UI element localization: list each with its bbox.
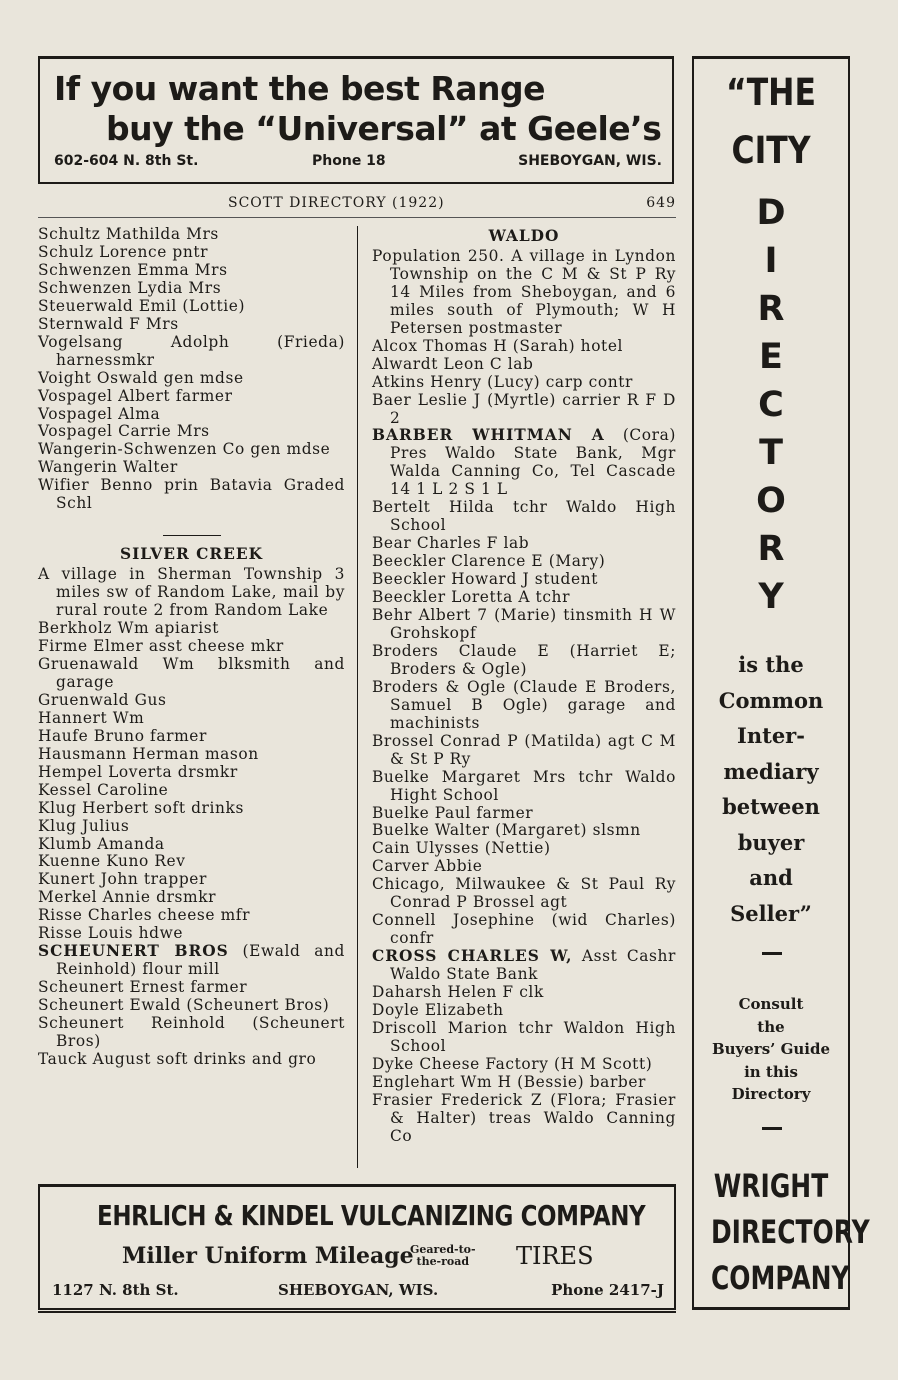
side-letter: R <box>757 529 785 569</box>
directory-entry: Klumb Amanda <box>38 834 165 853</box>
ad-city: SHEBOYGAN, WIS. <box>518 153 662 169</box>
directory-entry: Firme Elmer asst cheese mkr <box>38 637 284 656</box>
directory-entry: Berkholz Wm apiarist <box>38 619 219 638</box>
directory-entry: Beeckler Howard J student <box>372 570 599 589</box>
section-description: A village in Sherman Township 3 miles sw of Random Lake, mail by rural route 2 from Random Lake <box>38 565 345 620</box>
side-letter: E <box>759 337 783 377</box>
side-letter: C <box>758 385 784 425</box>
ad-city: SHEBOYGAN, WIS. <box>278 1281 439 1299</box>
directory-entry: Kunert John trapper <box>38 870 207 889</box>
side-dash <box>762 1127 782 1130</box>
directory-entry: Atkins Henry (Lucy) carp contr <box>372 372 633 391</box>
directory-entry: Englehart Wm H (Bessie) barber <box>372 1072 647 1091</box>
ad-company-name: EHRLICH & KINDEL VULCANIZING COMPANY <box>97 1199 646 1232</box>
directory-entry: Bear Charles F lab <box>372 534 530 553</box>
entry-list <box>38 979 345 1069</box>
directory-entry: Bertelt Hilda tchr Waldo High School <box>372 498 676 535</box>
directory-entry: Daharsh Helen F clk <box>372 983 544 1002</box>
directory-entry: Wangerin Walter <box>38 458 178 477</box>
directory-entry <box>372 948 676 984</box>
directory-entry: Doyle Elizabeth <box>372 1000 504 1019</box>
directory-title: SCOTT DIRECTORY (1922) <box>228 195 445 211</box>
directory-entry: Wangerin-Schwenzen Co gen mdse <box>38 440 331 459</box>
side-city: CITY <box>731 129 811 172</box>
directory-entry: Brossel Conrad P (Matilda) agt C M & St P Ry <box>372 731 676 768</box>
directory-entry: Gruenwald Gus <box>38 690 167 709</box>
directory-entry <box>38 943 345 979</box>
side-tagline-line: between <box>722 794 820 819</box>
directory-entry: Broders Claude E (Harriet E; Broders & Ogle) <box>372 641 676 678</box>
side-consult-line: Consult <box>738 995 804 1013</box>
side-tagline-line: and <box>749 865 793 890</box>
directory-entry: Driscoll Marion tchr Waldon High School <box>372 1018 676 1055</box>
side-tagline-line: mediary <box>723 758 819 784</box>
side-consult-line: Directory <box>731 1085 811 1103</box>
directory-entry: Steuerwald Emil (Lottie) <box>38 296 246 315</box>
entry-detail: (Ewald and Reinhold) flour mill <box>56 942 345 979</box>
side-wright-line: DIRECTORY <box>710 1213 870 1251</box>
directory-entry: Schwenzen Lydia Mrs <box>38 278 222 297</box>
directory-entry: Hausmann Herman mason <box>38 744 259 763</box>
entry-lead: BARBER WHITMAN A <box>372 426 605 445</box>
entry-lead: SCHEUNERT BROS <box>38 942 229 961</box>
side-the: “THE <box>726 71 816 114</box>
directory-entry: Vospagel Carrie Mrs <box>38 422 210 441</box>
directory-entry: Hannert Wm <box>38 708 145 727</box>
directory-entry: Alwardt Leon C lab <box>372 354 534 373</box>
side-tagline-line: buyer <box>737 829 805 855</box>
side-tagline-line: Seller” <box>730 900 812 926</box>
side-wright-company <box>710 1163 870 1301</box>
ad-geared-line2: the-road <box>416 1255 470 1268</box>
directory-entry: Alcox Thomas H (Sarah) hotel <box>372 336 624 355</box>
directory-entry: Dyke Cheese Factory (H M Scott) <box>372 1054 653 1073</box>
side-dash <box>762 952 782 955</box>
directory-entry: Chicago, Milwaukee & St Paul Ry Conrad P Brossel agt <box>372 875 676 912</box>
side-consult <box>694 993 848 1106</box>
directory-entry: Merkel Annie drsmkr <box>38 888 217 907</box>
directory-entry: Behr Albert 7 (Marie) tinsmith H W Grohskopf <box>372 606 676 642</box>
column-divider <box>357 226 358 1168</box>
directory-entry: Frasier Frederick Z (Flora; Frasier & Halter) treas Waldo Canning Co <box>372 1090 676 1145</box>
section-description: Population 250. A village in Lyndon Township on the C M & St P Ry 14 Miles from Sheboygan, and 6 miles south of Plymouth; W H Petersen postmaster <box>372 246 676 337</box>
directory-entry: Klug Julius <box>38 816 130 835</box>
directory-entry: Broders & Ogle (Claude E Broders, Samuel B Ogle) garage and machinists <box>372 677 676 732</box>
directory-entry: Kessel Caroline <box>38 780 169 799</box>
directory-entry: Voight Oswald gen mdse <box>38 368 244 387</box>
directory-entry: Buelke Margaret Mrs tchr Waldo Hight School <box>372 767 676 804</box>
ad-phone: Phone 18 <box>312 153 386 169</box>
ad-headline-line2: buy the “Universal” at Geele’s <box>106 109 662 148</box>
ad-phone: Phone 2417-J <box>551 1281 664 1299</box>
ad-geared-note <box>410 1244 476 1268</box>
directory-entry: Gruenawald Wm blksmith and garage <box>38 654 345 691</box>
directory-entry: Hempel Loverta drsmkr <box>38 762 238 781</box>
directory-entry: Tauck August soft drinks and gro <box>38 1049 317 1068</box>
directory-entry: Connell Josephine (wid Charles) confr <box>372 911 676 948</box>
side-consult-line: Buyers’ Guide <box>711 1040 831 1058</box>
entry-list <box>38 620 345 943</box>
section-separator <box>163 535 221 536</box>
directory-entry: Schultz Mathilda Mrs <box>38 225 219 243</box>
entry-detail: Asst Cashr Waldo State Bank <box>390 947 676 984</box>
ad-tires: TIRES <box>516 1242 594 1270</box>
section-title-silver-creek: SILVER CREEK <box>119 545 263 564</box>
directory-entry: Haufe Bruno farmer <box>38 726 207 745</box>
side-advertisement <box>692 56 870 1310</box>
directory-entry: Scheunert Ernest farmer <box>38 978 248 997</box>
directory-entry: Vospagel Albert farmer <box>38 386 233 405</box>
side-letter: O <box>756 481 786 521</box>
directory-entry: Beeckler Loretta A tchr <box>372 588 571 607</box>
side-wright-line: COMPANY <box>710 1259 850 1297</box>
entry-list <box>38 226 345 513</box>
side-tagline-line: is the <box>738 652 804 677</box>
ad-address: 1127 N. 8th St. <box>52 1281 179 1299</box>
side-consult-line: the <box>757 1017 785 1036</box>
directory-entry: Sternwald F Mrs <box>38 314 179 333</box>
entry-lead: CROSS CHARLES W, <box>372 947 573 966</box>
directory-entry: Risse Charles cheese mfr <box>38 906 251 925</box>
directory-entry: Baer Leslie J (Myrtle) carrier R F D 2 <box>372 390 676 427</box>
directory-entry: Klug Herbert soft drinks <box>38 798 244 817</box>
entry-list <box>372 338 676 428</box>
left-column <box>38 226 345 1069</box>
side-tagline <box>694 647 848 931</box>
directory-entry: Kuenne Kuno Rev <box>38 852 186 871</box>
page-header <box>38 195 676 218</box>
directory-entry: Scheunert Reinhold (Scheunert Bros) <box>38 1014 345 1050</box>
ad-address: 602-604 N. 8th St. <box>54 153 199 169</box>
directory-entry: Carver Abbie <box>372 857 483 876</box>
right-column <box>372 226 676 1146</box>
directory-entry: Cain Ulysses (Nettie) <box>372 839 551 858</box>
directory-entry: Buelke Paul farmer <box>372 803 534 822</box>
directory-entry: Schulz Lorence pntr <box>38 242 209 261</box>
directory-entry: Risse Louis hdwe <box>38 924 184 943</box>
side-consult-line: in this <box>744 1062 798 1081</box>
directory-entry: Scheunert Ewald (Scheunert Bros) <box>38 996 330 1015</box>
top-advertisement <box>38 56 674 184</box>
side-letter: R <box>757 289 785 329</box>
entry-detail: (Cora) Pres Waldo State Bank, Mgr Walda Canning Co, Tel Cascade 14 1 L 2 S 1 L <box>390 426 676 499</box>
ad-geared-line1: Geared-to- <box>410 1243 476 1256</box>
page-number: 649 <box>646 195 676 211</box>
directory-entry: Vospagel Alma <box>38 404 161 423</box>
ad-headline-line1: If you want the best Range <box>54 69 546 108</box>
bottom-advertisement <box>38 1184 676 1310</box>
side-letter: Y <box>758 577 784 617</box>
side-wright-line: WRIGHT <box>713 1167 829 1205</box>
ad-product-line: Miller Uniform Mileage <box>122 1243 414 1269</box>
side-tagline-line: Common <box>718 687 824 713</box>
side-letter: D <box>756 193 786 233</box>
bottom-rule <box>38 1311 676 1313</box>
section-title-waldo: WALDO <box>488 227 560 245</box>
directory-entry: Buelke Walter (Margaret) slsmn <box>372 821 641 840</box>
side-letter: T <box>759 433 783 473</box>
side-directory-letters <box>694 189 848 621</box>
directory-entry: Beeckler Clarence E (Mary) <box>372 552 606 571</box>
entry-list <box>372 984 676 1146</box>
side-letter: I <box>764 241 778 281</box>
directory-entry <box>372 427 676 499</box>
directory-entry: Wifier Benno prin Batavia Graded Schl <box>38 476 345 513</box>
entry-list <box>372 499 676 948</box>
directory-entry: Schwenzen Emma Mrs <box>38 260 228 279</box>
side-tagline-line: Inter- <box>737 723 805 748</box>
directory-entry: Vogelsang Adolph (Frieda) harnessmkr <box>38 332 345 369</box>
